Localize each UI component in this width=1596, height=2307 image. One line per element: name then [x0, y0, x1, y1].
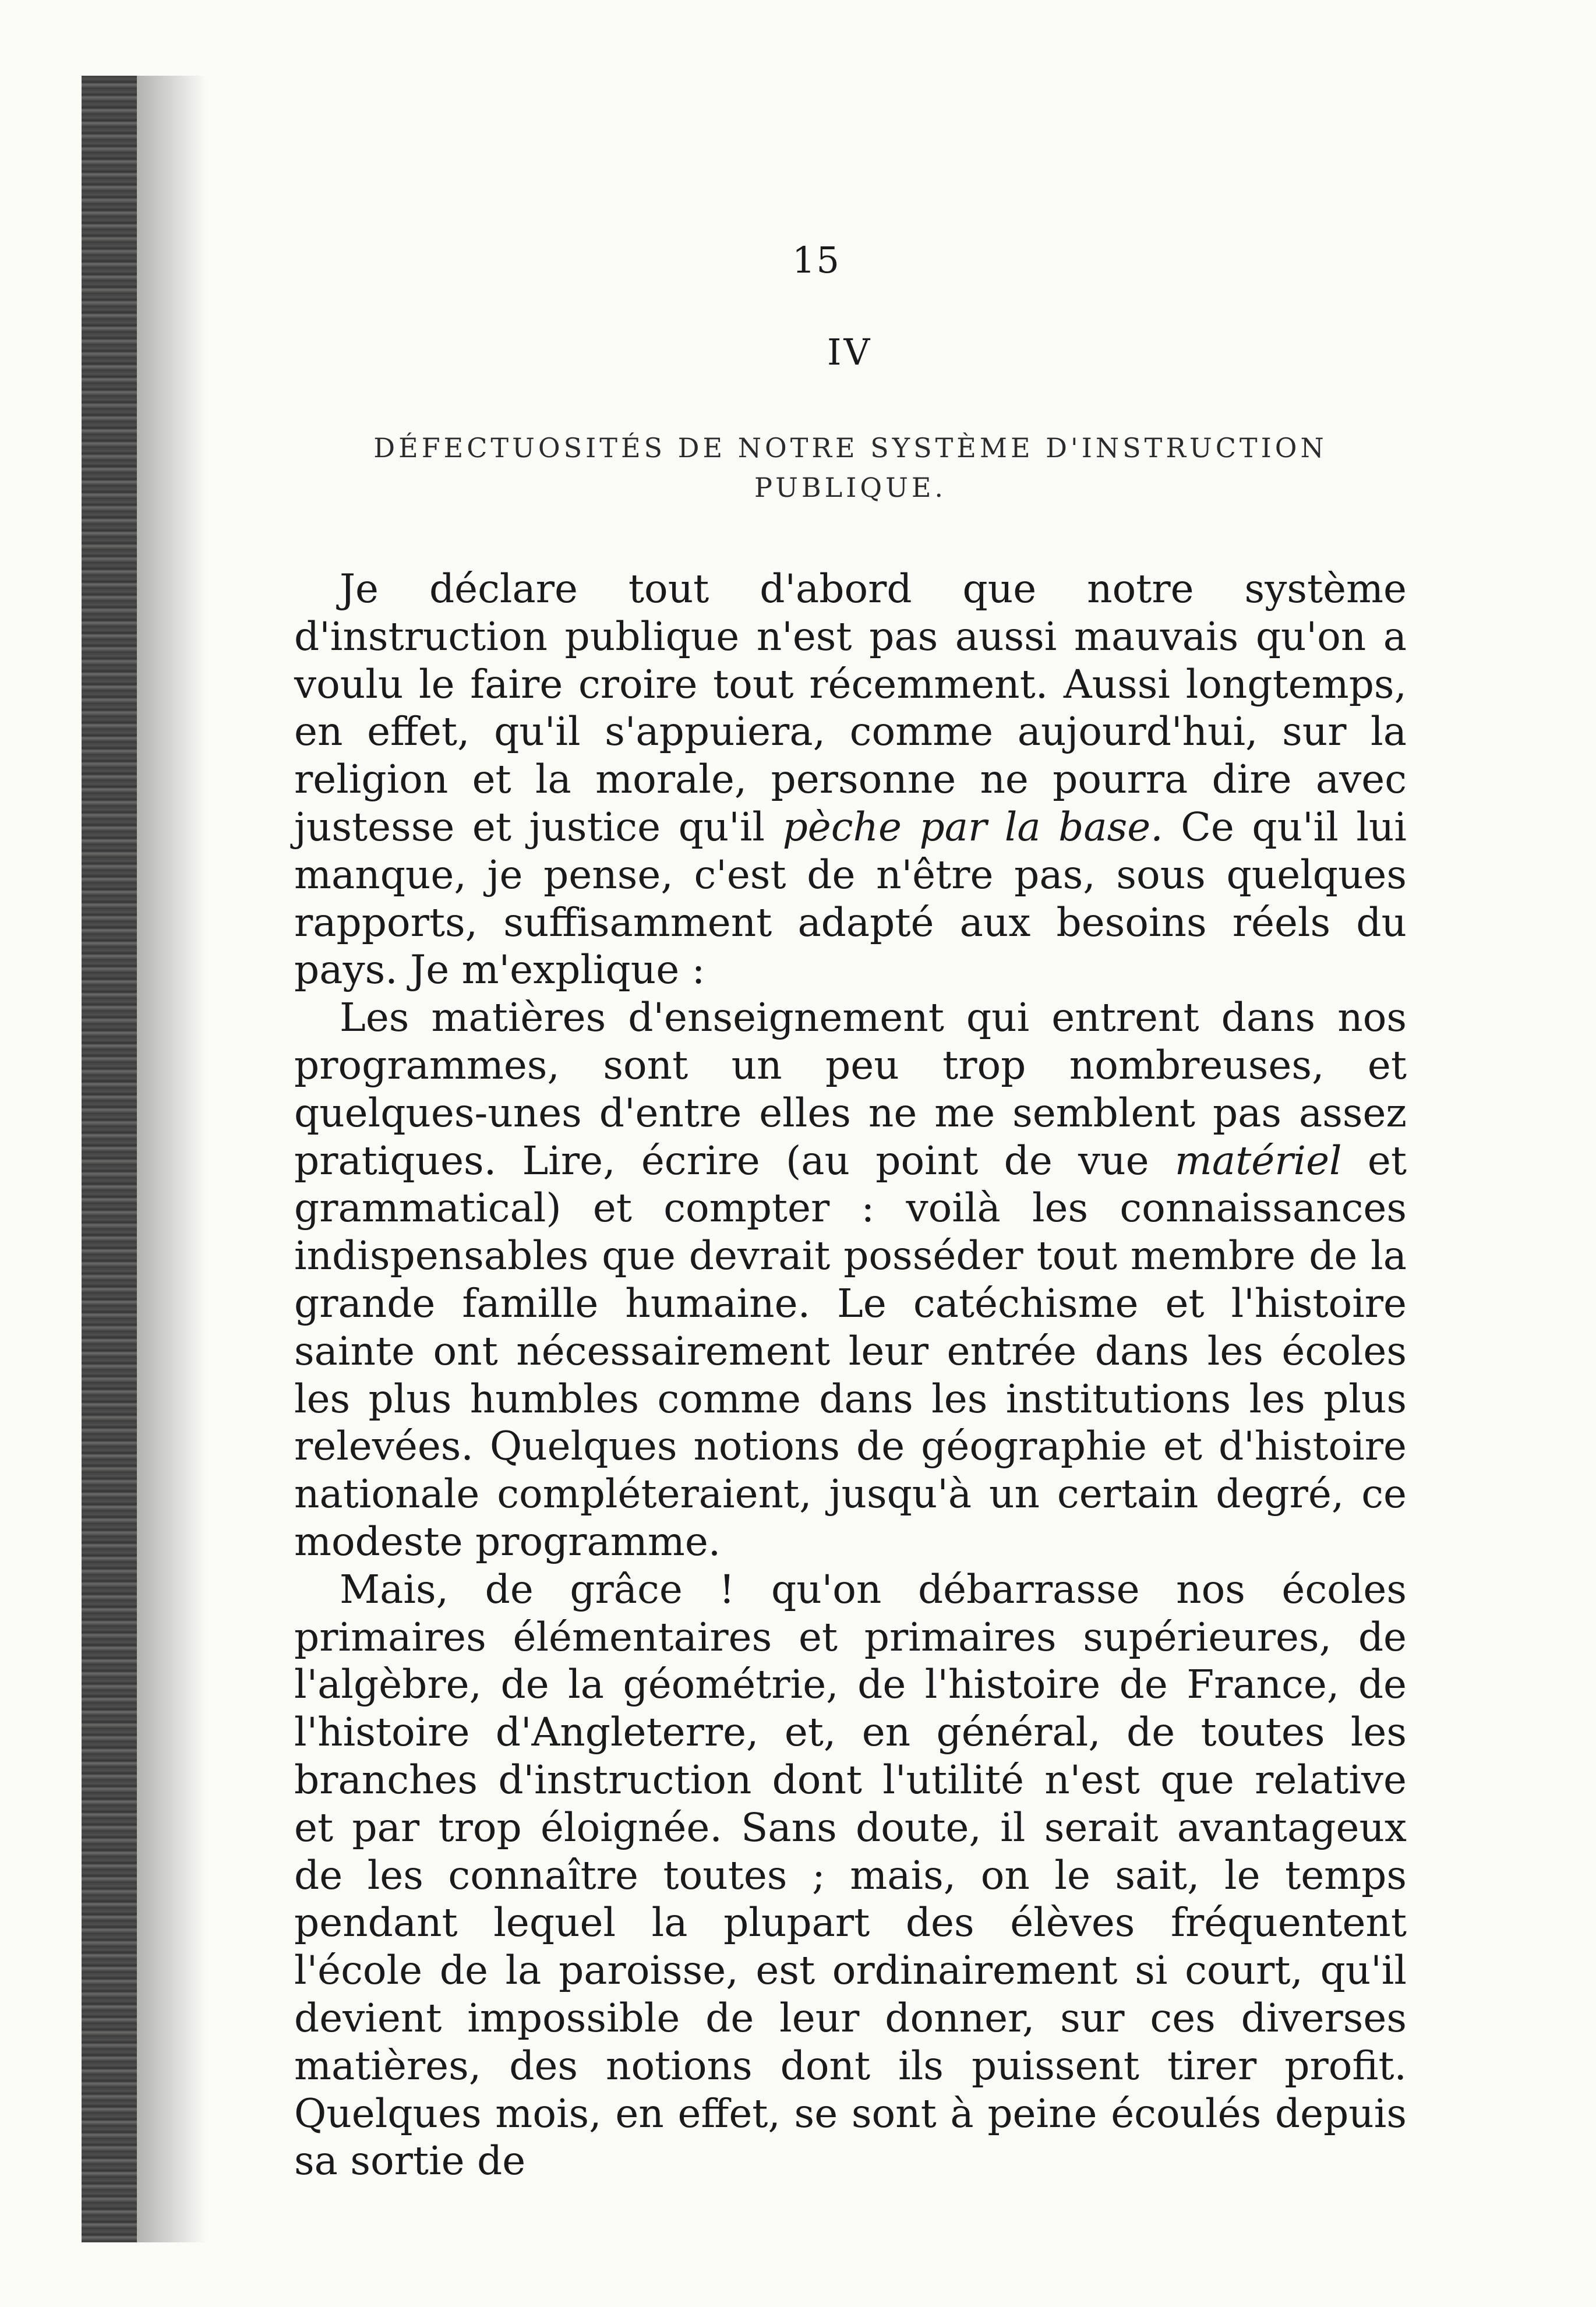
paragraph-1-emphasis: pèche par la base.: [782, 803, 1163, 850]
section-numeral: IV: [827, 331, 873, 373]
page-number: 15: [792, 239, 841, 281]
paragraph-1-part-2: Ce qu'il lui manque, je pense, c'est de n'être pas, sous quelques rapports, suffisamment adapté aux besoins réels du pays. Je m'explique :: [294, 803, 1407, 993]
paragraph-2-part-1: Les matières d'enseignement qui entrent dans nos programmes, sont un peu trop nombreuses, et quelques-unes d'entre elles ne me semblent pas assez pratiques. Lire, écrire (au point de vue: [294, 994, 1407, 1183]
book-binding-edge: [82, 76, 137, 2242]
paragraph-1: [294, 565, 1407, 994]
chapter-heading: DÉFECTUOSITÉS DE NOTRE SYSTÈME D'INSTRUCTION PUBLIQUE.: [373, 432, 1327, 503]
paragraph-3: Mais, de grâce ! qu'on débarrasse nos écoles primaires élémentaires et primaires supérieures, de l'algèbre, de la géométrie, de l'histoire de France, de l'histoire d'Angleterre, et, en général, de toutes les branches d'instruction dont l'utilité n'est que relative et par trop éloignée. Sans doute, il serait avantageux de les connaître toutes ; mais, on le sait, le temps pendant lequel la plupart des élèves fréquentent l'école de la paroisse, est ordinairement si court, qu'il devient impossible de leur donner, sur ces diverses matières, des notions dont ils puissent tirer profit. Quelques mois, en effet, se sont à peine écoulés depuis sa sortie de: [294, 1566, 1407, 2184]
paragraph-2: [294, 994, 1407, 1566]
paragraph-2-part-2: et grammatical) et compter : voilà les connaissances indispensables que devrait posséder tout membre de la grande famille humaine. Le catéchisme et l'histoire sainte ont nécessairement leur entrée dans les écoles les plus humbles comme dans les institutions les plus relevées. Quelques notions de géographie et d'histoire nationale compléteraient, jusqu'à un certain degré, ce modeste programme.: [294, 1137, 1407, 1564]
binding-shadow: [137, 76, 207, 2242]
paragraph-1-part-1: Je déclare tout d'abord que notre système d'instruction publique n'est pas aussi mauvais qu'on a voulu le faire croire tout récemment. Aussi longtemps, en effet, qu'il s'appuiera, comme aujourd'hui, sur la religion et la morale, personne ne pourra dire avec justesse et justice qu'il: [294, 566, 1407, 850]
body-text: [294, 565, 1407, 2185]
paragraph-2-emphasis: matériel: [1174, 1137, 1342, 1183]
